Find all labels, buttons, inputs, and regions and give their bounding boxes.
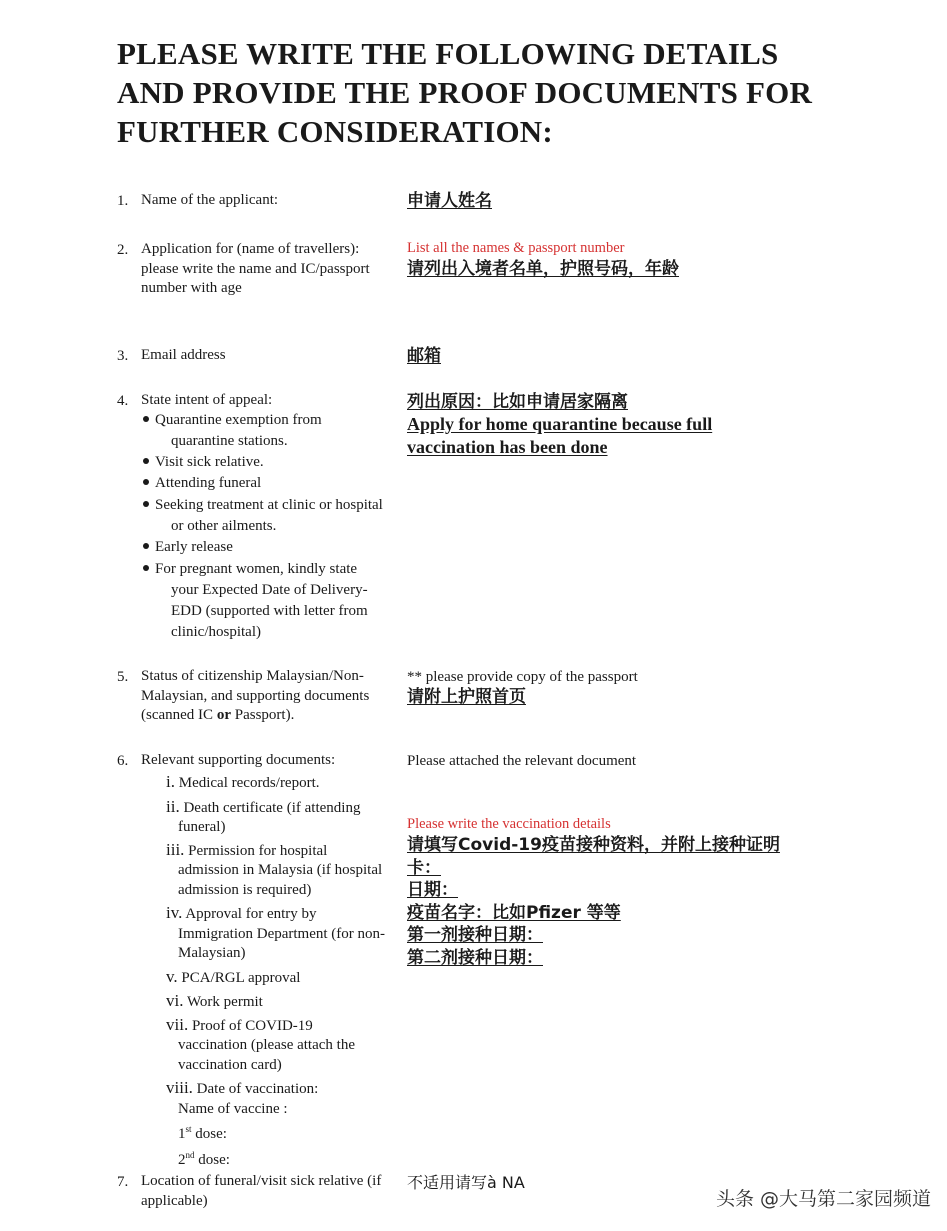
list-item-cont: Name of vaccine : <box>178 1100 288 1117</box>
item-label: Location of funeral/visit sick relative (if applicable) <box>141 1173 382 1209</box>
item-label: Status of citizenship Malaysian/Non- Malaysian, and supporting documents (scanned IC or Passport). <box>141 668 370 723</box>
item-label: Name of the applicant: <box>141 192 279 208</box>
item-number: 4. <box>117 393 129 409</box>
item-number: 1. <box>117 193 129 209</box>
list-item-cont: admission is required) <box>178 881 312 898</box>
answer-cn: 列出原因：比如申请居家隔离 <box>407 392 628 412</box>
item-label: Application for (name of travellers): please write the name and IC/passport number with age <box>141 241 370 296</box>
list-item: Quarantine exemption from <box>141 410 383 431</box>
item-number: 2. <box>117 242 129 258</box>
list-item-cont: EDD (supported with letter from <box>171 603 368 619</box>
dose-line: 2nd dose: <box>178 1149 230 1168</box>
item-number: 3. <box>117 348 129 364</box>
item-number: 7. <box>117 1174 129 1190</box>
list-item-cont: vaccination card) <box>178 1056 282 1073</box>
item-number: 5. <box>117 669 129 685</box>
list-item-cont: Malaysian) <box>178 945 246 961</box>
list-item-cont: admission in Malaysia (if hospital <box>178 862 383 878</box>
page-title <box>117 34 897 151</box>
list-item-cont: Immigration Department (for non- <box>178 925 386 942</box>
list-item: Seeking treatment at clinic or hospital <box>141 495 383 516</box>
list-item: v. PCA/RGL approval <box>166 966 301 986</box>
list-item: iii. Permission for hospital <box>166 839 328 859</box>
answer-note: List all the names & passport number <box>407 240 625 256</box>
answer-text: Please attached the relevant document <box>407 753 637 769</box>
item-label: Email address <box>141 347 226 363</box>
answer-cn: 请附上护照首页 <box>407 687 526 707</box>
watermark: 头条 @大马第二家园频道 <box>715 1188 931 1210</box>
list-item-cont: clinic/hospital) <box>171 624 261 640</box>
item-label: Relevant supporting documents: <box>141 752 336 768</box>
list-item-cont: or other ailments. <box>171 518 277 534</box>
list-item: Visit sick relative. <box>141 452 383 473</box>
title-line: PLEASE WRITE THE FOLLOWING DETAILS <box>117 36 779 71</box>
documents-list <box>166 772 385 1170</box>
list-item-cont: vaccination (please attach the <box>178 1037 355 1053</box>
item-label: State intent of appeal: <box>141 392 273 408</box>
title-line: FURTHER CONSIDERATION: <box>117 114 553 149</box>
list-item: For pregnant women, kindly state <box>141 559 383 580</box>
list-item: Attending funeral <box>141 473 383 494</box>
intent-list <box>141 410 383 643</box>
answer-en: Apply for home quarantine because full <box>407 414 713 434</box>
answer-note: Please write the vaccination details <box>407 816 611 832</box>
list-item: vii. Proof of COVID-19 <box>166 1014 313 1034</box>
answer-cn: 邮箱 <box>407 346 441 366</box>
list-item: vi. Work permit <box>166 991 263 1010</box>
list-item-cont: quarantine stations. <box>171 433 288 449</box>
item-number: 6. <box>117 753 129 769</box>
list-item-cont: your Expected Date of Delivery- <box>171 582 368 598</box>
answer-text: ** please provide copy of the passport <box>407 669 638 685</box>
answer-en: vaccination has been done <box>407 437 608 457</box>
list-item: Early release <box>141 537 383 558</box>
vaccination-answer: 请填写Covid-19疫苗接种资料，并附上接种证明 卡： 日期： 疫苗名字：比如Pfizer 等等 第一剂接种日期： 第二剂接种日期： <box>407 835 780 968</box>
title-line: AND PROVIDE THE PROOF DOCUMENTS FOR <box>117 75 813 110</box>
list-item: ii. Death certificate (if attending <box>166 796 361 816</box>
list-item-cont: funeral) <box>178 819 226 835</box>
answer-text: 不适用请写à NA <box>407 1173 525 1192</box>
list-item: viii. Date of vaccination: <box>166 1078 319 1097</box>
answer-cn: 请列出入境者名单，护照号码，年龄 <box>407 259 679 279</box>
list-item: iv. Approval for entry by <box>166 903 317 922</box>
list-item: i. Medical records/report. <box>166 772 320 791</box>
dose-line: 1st dose: <box>178 1124 227 1142</box>
answer-cn: 申请人姓名 <box>407 191 492 211</box>
